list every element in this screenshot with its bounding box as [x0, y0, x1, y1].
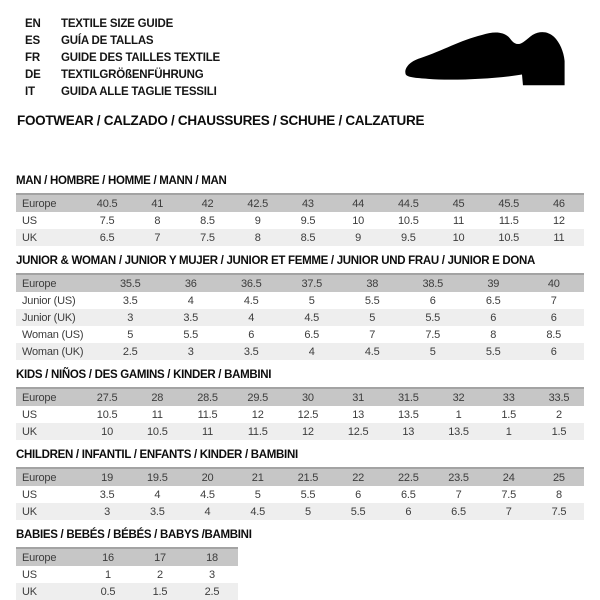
size-cell: 13 [402, 425, 415, 438]
size-section [16, 450, 584, 520]
size-table [16, 273, 584, 360]
size-cell: 7.5 [551, 505, 567, 518]
doc-header [0, 0, 600, 128]
size-cell: 6 [550, 311, 557, 324]
size-section [16, 256, 584, 360]
row-label: US [22, 214, 37, 227]
row-label: UK [22, 585, 37, 598]
table-row [16, 583, 238, 600]
row-label: US [22, 568, 37, 581]
table-row [16, 212, 584, 229]
size-cell: 9 [355, 231, 362, 244]
size-section [16, 176, 584, 246]
size-cell: 7.5 [501, 488, 517, 501]
row-label: US [22, 408, 37, 421]
language-code: EN [25, 17, 41, 30]
row-label: Woman (US) [22, 328, 84, 341]
size-cell: 18 [206, 551, 218, 564]
size-cell: 7 [550, 294, 557, 307]
size-cell: 8.5 [200, 214, 215, 227]
size-cell: 9.5 [400, 231, 416, 244]
size-cell: 5 [429, 345, 436, 358]
size-cell: 20 [201, 471, 214, 484]
row-label: UK [22, 425, 37, 438]
size-cell: 9 [254, 214, 261, 227]
size-cell: 37.5 [301, 277, 323, 290]
size-cell: 1.5 [551, 425, 567, 438]
row-label: US [22, 488, 37, 501]
size-cell: 4 [308, 345, 315, 358]
table-row [16, 406, 584, 423]
size-cell: 13 [352, 408, 365, 421]
size-cell: 45 [452, 197, 465, 210]
row-label: Europe [22, 197, 57, 210]
size-cell: 10 [101, 425, 114, 438]
size-cell: 39 [487, 277, 500, 290]
table-row [16, 229, 584, 246]
language-code: FR [25, 51, 40, 64]
size-cell: 8.5 [546, 328, 562, 341]
row-label: Junior (US) [22, 294, 76, 307]
size-cell: 5 [304, 505, 311, 518]
table-header-row [16, 275, 584, 292]
row-label: UK [22, 505, 37, 518]
size-cell: 23.5 [448, 471, 469, 484]
table-header-row [16, 195, 584, 212]
size-cell: 19.5 [147, 471, 168, 484]
size-cell: 11 [553, 231, 565, 244]
size-cell: 11.5 [247, 425, 268, 438]
size-table [16, 547, 238, 600]
size-cell: 6.5 [400, 488, 416, 501]
size-cell: 6 [490, 311, 497, 324]
size-cell: 5.5 [425, 311, 441, 324]
size-cell: 38 [366, 277, 379, 290]
size-cell: 8 [555, 488, 562, 501]
table-row [16, 343, 584, 360]
row-label: Junior (UK) [22, 311, 76, 324]
size-cell: 6 [355, 488, 362, 501]
size-cell: 41 [151, 197, 164, 210]
size-cell: 2 [157, 568, 163, 581]
size-cell: 1 [455, 408, 462, 421]
size-cell: 3.5 [122, 294, 138, 307]
size-cell: 12 [301, 425, 314, 438]
size-cell: 22.5 [398, 471, 419, 484]
size-cell: 7.5 [99, 214, 115, 227]
size-cell: 21.5 [297, 471, 319, 484]
size-cell: 3 [104, 505, 111, 518]
size-cell: 3.5 [149, 505, 165, 518]
size-cell: 10.5 [96, 408, 118, 421]
size-cell: 3 [209, 568, 215, 581]
size-cell: 31.5 [398, 391, 419, 404]
language-label: TEXTILGRÖßENFÜHRUNG [61, 68, 204, 81]
size-cell: 2.5 [204, 585, 220, 598]
size-cell: 2 [555, 408, 562, 421]
table-row [16, 503, 584, 520]
size-cell: 4.5 [364, 345, 380, 358]
section-title: MAN / HOMBRE / HOMME / MANN / MAN [16, 175, 227, 187]
size-cell: 4.5 [200, 488, 215, 501]
size-cell: 5.5 [350, 505, 366, 518]
size-cell: 10.5 [147, 425, 168, 438]
size-cell: 3.5 [99, 488, 115, 501]
size-cell: 10.5 [398, 214, 419, 227]
size-cell: 11 [201, 425, 214, 438]
size-cell: 31 [352, 391, 365, 404]
language-code: IT [25, 85, 35, 98]
shoe-icon [399, 30, 583, 92]
size-cell: 1.5 [152, 585, 168, 598]
size-cell: 2.5 [122, 345, 138, 358]
size-cell: 5 [127, 328, 134, 341]
size-cell: 28 [151, 391, 164, 404]
language-label: GUÍA DE TALLAS [61, 34, 154, 47]
size-cell: 3.5 [243, 345, 259, 358]
size-cell: 7.5 [200, 231, 215, 244]
size-cell: 33.5 [548, 391, 570, 404]
size-cell: 44 [352, 197, 365, 210]
size-cell: 5 [308, 294, 315, 307]
size-cell: 45.5 [498, 197, 520, 210]
size-cell: 13.5 [398, 408, 419, 421]
size-cell: 10.5 [498, 231, 520, 244]
size-table [16, 387, 584, 440]
size-cell: 8 [154, 214, 161, 227]
size-section [16, 370, 584, 440]
size-cell: 6 [405, 505, 412, 518]
row-label: UK [22, 231, 37, 244]
size-cell: 36 [184, 277, 197, 290]
size-cell: 6.5 [304, 328, 320, 341]
size-cell: 38.5 [422, 277, 444, 290]
table-header-row [16, 469, 584, 486]
size-cell: 3 [187, 345, 194, 358]
row-label: Europe [22, 391, 57, 404]
size-cell: 4.5 [250, 505, 266, 518]
size-cell: 21 [251, 471, 264, 484]
size-cell: 6.5 [451, 505, 466, 518]
section-title: BABIES / BEBÉS / BÉBÉS / BABYS /BAMBINI [16, 529, 252, 541]
table-row [16, 566, 238, 583]
size-cell: 11.5 [197, 408, 218, 421]
size-cell: 8 [490, 328, 497, 341]
size-cell: 6.5 [99, 231, 115, 244]
table-row [16, 309, 584, 326]
size-cell: 42 [201, 197, 214, 210]
size-cell: 17 [154, 551, 166, 564]
size-cell: 1.5 [501, 408, 517, 421]
table-row [16, 486, 584, 503]
table-header-row [16, 389, 584, 406]
language-label: GUIDE DES TAILLES TEXTILE [61, 51, 220, 64]
size-cell: 7.5 [425, 328, 441, 341]
size-cell: 40.5 [96, 197, 118, 210]
size-cell: 12 [553, 214, 565, 227]
size-cell: 5.5 [300, 488, 316, 501]
section-title: CHILDREN / INFANTIL / ENFANTS / KINDER / BAMBINI [16, 449, 298, 461]
size-cell: 36.5 [240, 277, 262, 290]
size-cell: 5 [369, 311, 376, 324]
size-cell: 12 [251, 408, 264, 421]
size-cell: 40 [547, 277, 560, 290]
size-cell: 7 [505, 505, 512, 518]
size-cell: 6.5 [485, 294, 501, 307]
size-table [16, 193, 584, 246]
row-label: Europe [22, 471, 57, 484]
size-cell: 1 [505, 425, 512, 438]
size-tables [0, 176, 600, 600]
size-cell: 9.5 [300, 214, 316, 227]
size-cell: 5 [254, 488, 261, 501]
size-section [16, 530, 584, 600]
size-cell: 5.5 [364, 294, 380, 307]
size-cell: 6 [429, 294, 436, 307]
size-cell: 44.5 [398, 197, 419, 210]
size-cell: 10 [452, 231, 465, 244]
size-cell: 6 [550, 345, 557, 358]
section-title: KIDS / NIÑOS / DES GAMINS / KINDER / BAMBINI [16, 369, 272, 381]
row-label: Europe [22, 277, 57, 290]
size-cell: 5.5 [183, 328, 199, 341]
size-cell: 4 [248, 311, 255, 324]
size-cell: 4.5 [304, 311, 320, 324]
size-cell: 8 [254, 231, 261, 244]
size-cell: 16 [102, 551, 114, 564]
size-cell: 7 [154, 231, 161, 244]
table-row [16, 423, 584, 440]
size-cell: 8.5 [300, 231, 316, 244]
size-cell: 7 [455, 488, 462, 501]
size-cell: 19 [101, 471, 114, 484]
size-cell: 30 [301, 391, 314, 404]
size-cell: 3 [127, 311, 134, 324]
size-cell: 4 [204, 505, 211, 518]
table-row [16, 292, 584, 309]
size-cell: 42.5 [247, 197, 269, 210]
size-cell: 27.5 [96, 391, 118, 404]
language-code: DE [25, 68, 41, 81]
size-cell: 6 [248, 328, 255, 341]
size-cell: 0.5 [100, 585, 116, 598]
section-title: JUNIOR & WOMAN / JUNIOR Y MUJER / JUNIOR ET FEMME / JUNIOR UND FRAU / JUNIOR E DONA [16, 255, 536, 267]
size-cell: 4.5 [243, 294, 259, 307]
size-cell: 11.5 [498, 214, 519, 227]
category-title: FOOTWEAR / CALZADO / CHAUSSURES / SCHUHE / CALZATURE [17, 113, 425, 128]
language-label: TEXTILE SIZE GUIDE [61, 17, 174, 30]
size-cell: 4 [187, 294, 194, 307]
size-cell: 13.5 [448, 425, 469, 438]
size-cell: 33 [502, 391, 515, 404]
size-table [16, 467, 584, 520]
size-cell: 12.5 [297, 408, 319, 421]
language-label: GUIDA ALLE TAGLIE TESSILI [61, 85, 217, 98]
size-cell: 4 [154, 488, 161, 501]
size-cell: 25 [553, 471, 565, 484]
size-cell: 43 [301, 197, 314, 210]
size-cell: 10 [352, 214, 365, 227]
size-cell: 35.5 [119, 277, 141, 290]
size-cell: 32 [452, 391, 465, 404]
row-label: Europe [22, 551, 57, 564]
size-cell: 29.5 [247, 391, 269, 404]
size-cell: 3.5 [183, 311, 199, 324]
size-cell: 28.5 [197, 391, 218, 404]
size-cell: 12.5 [347, 425, 369, 438]
language-code: ES [25, 34, 40, 47]
row-label: Woman (UK) [22, 345, 84, 358]
size-cell: 1 [105, 568, 111, 581]
size-cell: 24 [502, 471, 515, 484]
size-cell: 46 [553, 197, 565, 210]
size-cell: 5.5 [485, 345, 501, 358]
size-cell: 11 [453, 214, 465, 227]
size-cell: 7 [369, 328, 376, 341]
size-cell: 22 [352, 471, 365, 484]
table-header-row [16, 549, 238, 566]
table-row [16, 326, 584, 343]
size-cell: 11 [151, 408, 163, 421]
